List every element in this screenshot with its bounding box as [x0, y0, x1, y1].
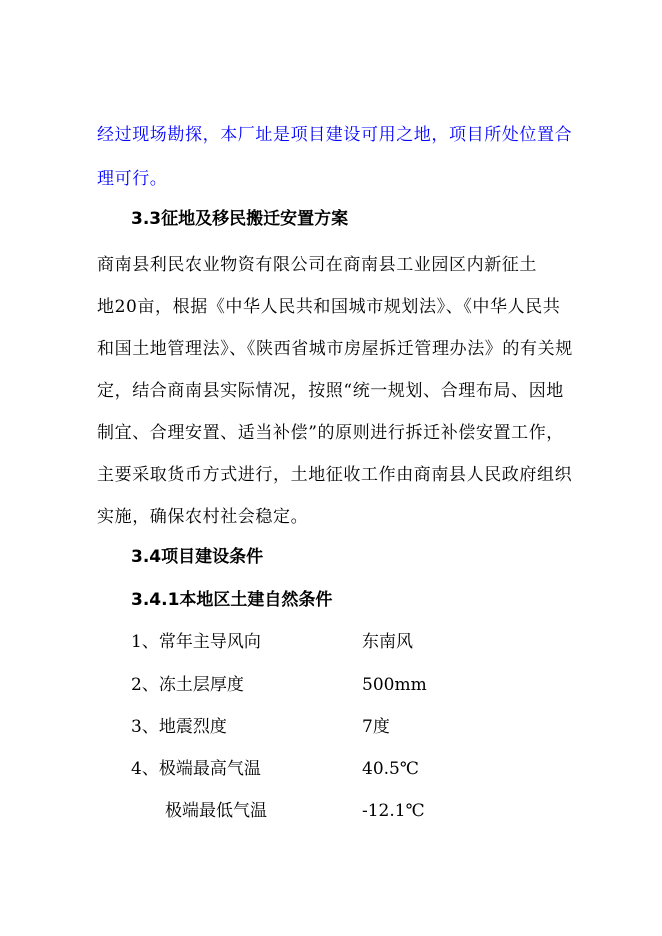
paragraph-line: 地20亩，根据《中华人民共和国城市规划法》、《中华人民共	[97, 297, 561, 317]
section-3-4-heading: 3.4项目建设条件	[131, 547, 264, 567]
paragraph-line: 主要采取货币方式进行，土地征收工作由商南县人民政府组织	[97, 465, 573, 485]
condition-value: -12.1℃	[362, 801, 425, 821]
condition-value: 500mm	[362, 675, 427, 695]
intro-line-2: 理可行。	[97, 169, 168, 189]
section-3-3-heading: 3.3征地及移民搬迁安置方案	[131, 209, 349, 229]
condition-value: 7度	[362, 717, 390, 737]
paragraph-line: 和国土地管理法》、《陕西省城市房屋拆迁管理办法》的有关规	[97, 339, 573, 359]
condition-label: 3、地震烈度	[131, 717, 227, 737]
intro-line-1: 经过现场勘探，本厂址是项目建设可用之地，项目所处位置合	[97, 125, 573, 145]
paragraph-line: 制宜、合理安置、适当补偿”的原则进行拆迁补偿安置工作，	[97, 423, 564, 443]
section-3-4-1-heading: 3.4.1本地区土建自然条件	[131, 590, 333, 610]
condition-label: 2、冻土层厚度	[131, 675, 244, 695]
condition-value: 40.5℃	[362, 759, 419, 779]
paragraph-line: 商南县利民农业物资有限公司在商南县工业园区内新征土	[97, 255, 537, 275]
condition-value: 东南风	[362, 632, 413, 652]
paragraph-line: 实施，确保农村社会稳定。	[97, 507, 309, 527]
condition-label: 4、极端最高气温	[131, 759, 261, 779]
condition-label: 极端最低气温	[165, 801, 267, 821]
condition-label: 1、常年主导风向	[131, 632, 261, 652]
paragraph-line: 定，结合商南县实际情况，按照“统一规划、合理布局、因地	[97, 381, 564, 401]
